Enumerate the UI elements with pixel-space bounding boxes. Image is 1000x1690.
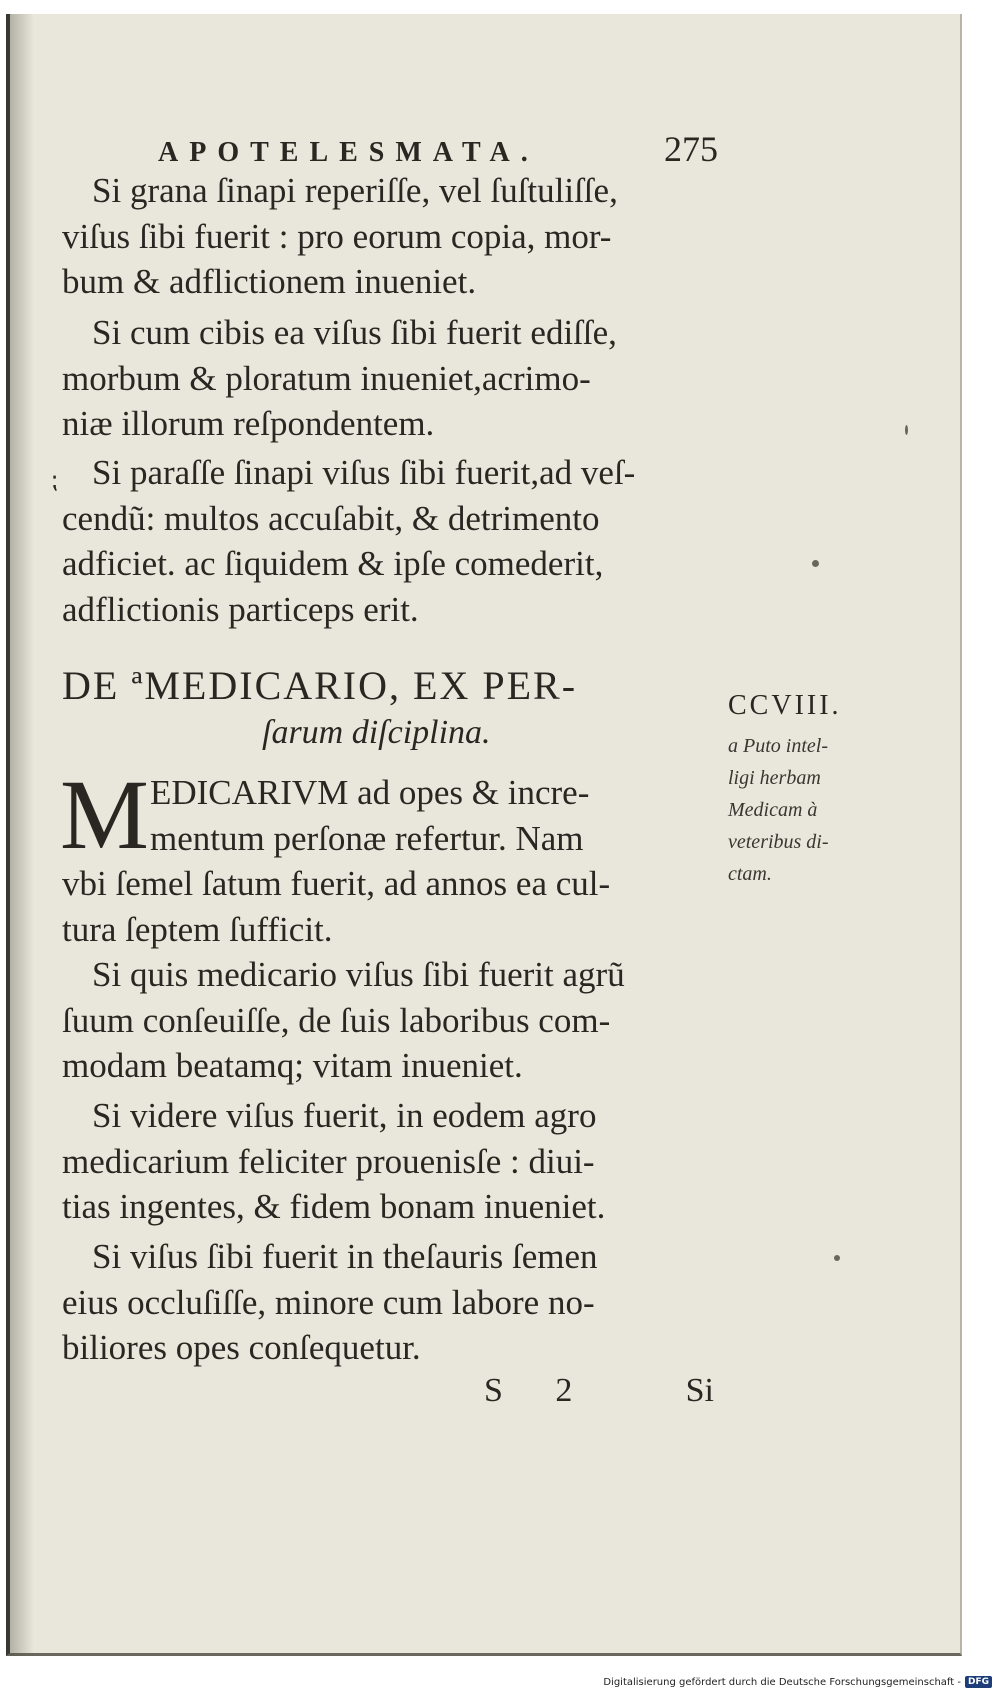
text-line: medicarium feliciter prouenisſe : diui-	[62, 1141, 595, 1181]
text-line: vbi ſemel ſatum fuerit, ad annos ea cul-	[62, 864, 611, 903]
text-line: Si viſus ſibi fuerit in theſauris ſemen	[92, 1237, 598, 1276]
marginal-note-line: Medicam à	[728, 799, 818, 821]
text-line: EDICARIVM ad opes & incre-	[150, 773, 590, 812]
running-head-title: APOTELESMATA.	[158, 137, 539, 168]
marginal-note-line: veteribus di-	[728, 831, 829, 853]
paragraph-7	[62, 1234, 712, 1371]
marginal-note	[728, 730, 868, 890]
page-number: 275	[664, 129, 718, 169]
chapter-number: CCVIII.	[728, 690, 842, 721]
text-line: niæ illorum reſpondentem.	[62, 404, 435, 443]
paragraph-4-continued	[62, 861, 712, 952]
text-line: tias ingentes, & fidem bonam inueniet.	[62, 1187, 606, 1226]
paragraph-6	[62, 1093, 712, 1230]
gutter-shadow	[10, 14, 34, 1656]
paper-speck	[812, 560, 819, 567]
text-line: modam beatamq; vitam inueniet.	[62, 1046, 523, 1085]
text-line: Si paraſſe ſinapi viſus ſibi fuerit,ad veſ-	[92, 453, 636, 492]
signature-mark: S 2	[484, 1372, 595, 1409]
text-line: biliores opes conſequetur.	[62, 1328, 421, 1367]
paragraph-2	[62, 310, 712, 447]
paragraph-first-lines	[150, 770, 712, 861]
marginal-note-line: ctam.	[728, 863, 772, 885]
paper-speck	[905, 425, 908, 435]
drop-cap: M	[60, 759, 149, 870]
running-head	[158, 128, 718, 170]
text-line: Si cum cibis ea viſus ſibi fuerit ediſſe,	[92, 313, 617, 352]
digitization-notice: Digitalisierung gefördert durch die Deutsche Forschungsgemeinschaft -	[603, 1676, 961, 1688]
catchword: Si	[685, 1372, 714, 1409]
signature-line	[484, 1372, 714, 1410]
marginal-note-line: a Puto intel-	[728, 735, 828, 757]
text-line: tura ſeptem ſufficit.	[62, 909, 333, 949]
text-line: Si quis medicario viſus ſibi fuerit agrũ	[92, 955, 625, 994]
text-line: adflictionis particeps erit.	[62, 589, 419, 629]
section-subheading: ſarum diſciplina.	[262, 714, 491, 751]
paragraph-5	[62, 952, 712, 1089]
text-line: adficiet. ac ſiquidem & ipſe comederit,	[62, 544, 604, 583]
dfg-logo: DFG	[965, 1676, 992, 1688]
section-heading: DE ªMEDICARIO, EX PER-	[62, 663, 578, 708]
paper-speck	[834, 1255, 840, 1261]
text-line: viſus ſibi fuerit : pro eorum copia, mor-	[62, 216, 612, 256]
text-line: cendũ: multos accuſabit, & detrimento	[62, 498, 600, 538]
text-line: morbum & ploratum inueniet,acrimo-	[62, 358, 591, 398]
text-line: Si grana ſinapi reperiſſe, vel ſuſtuliſſe,	[92, 171, 618, 210]
text-line: Si videre viſus fuerit, in eodem agro	[92, 1096, 597, 1135]
text-line: ſuum conſeuiſſe, de ſuis laboribus com-	[62, 1000, 611, 1040]
paragraph-1	[62, 168, 712, 305]
margin-mark: ⁏	[50, 468, 59, 494]
text-line: mentum perſonæ refertur. Nam	[150, 818, 584, 858]
marginal-note-line: ligi herbam	[728, 767, 821, 789]
paragraph-3	[62, 450, 712, 632]
text-line: bum & adflictionem inueniet.	[62, 262, 477, 301]
digitization-footer	[603, 1676, 992, 1688]
text-line: eius occluſiſſe, minore cum labore no-	[62, 1282, 595, 1322]
